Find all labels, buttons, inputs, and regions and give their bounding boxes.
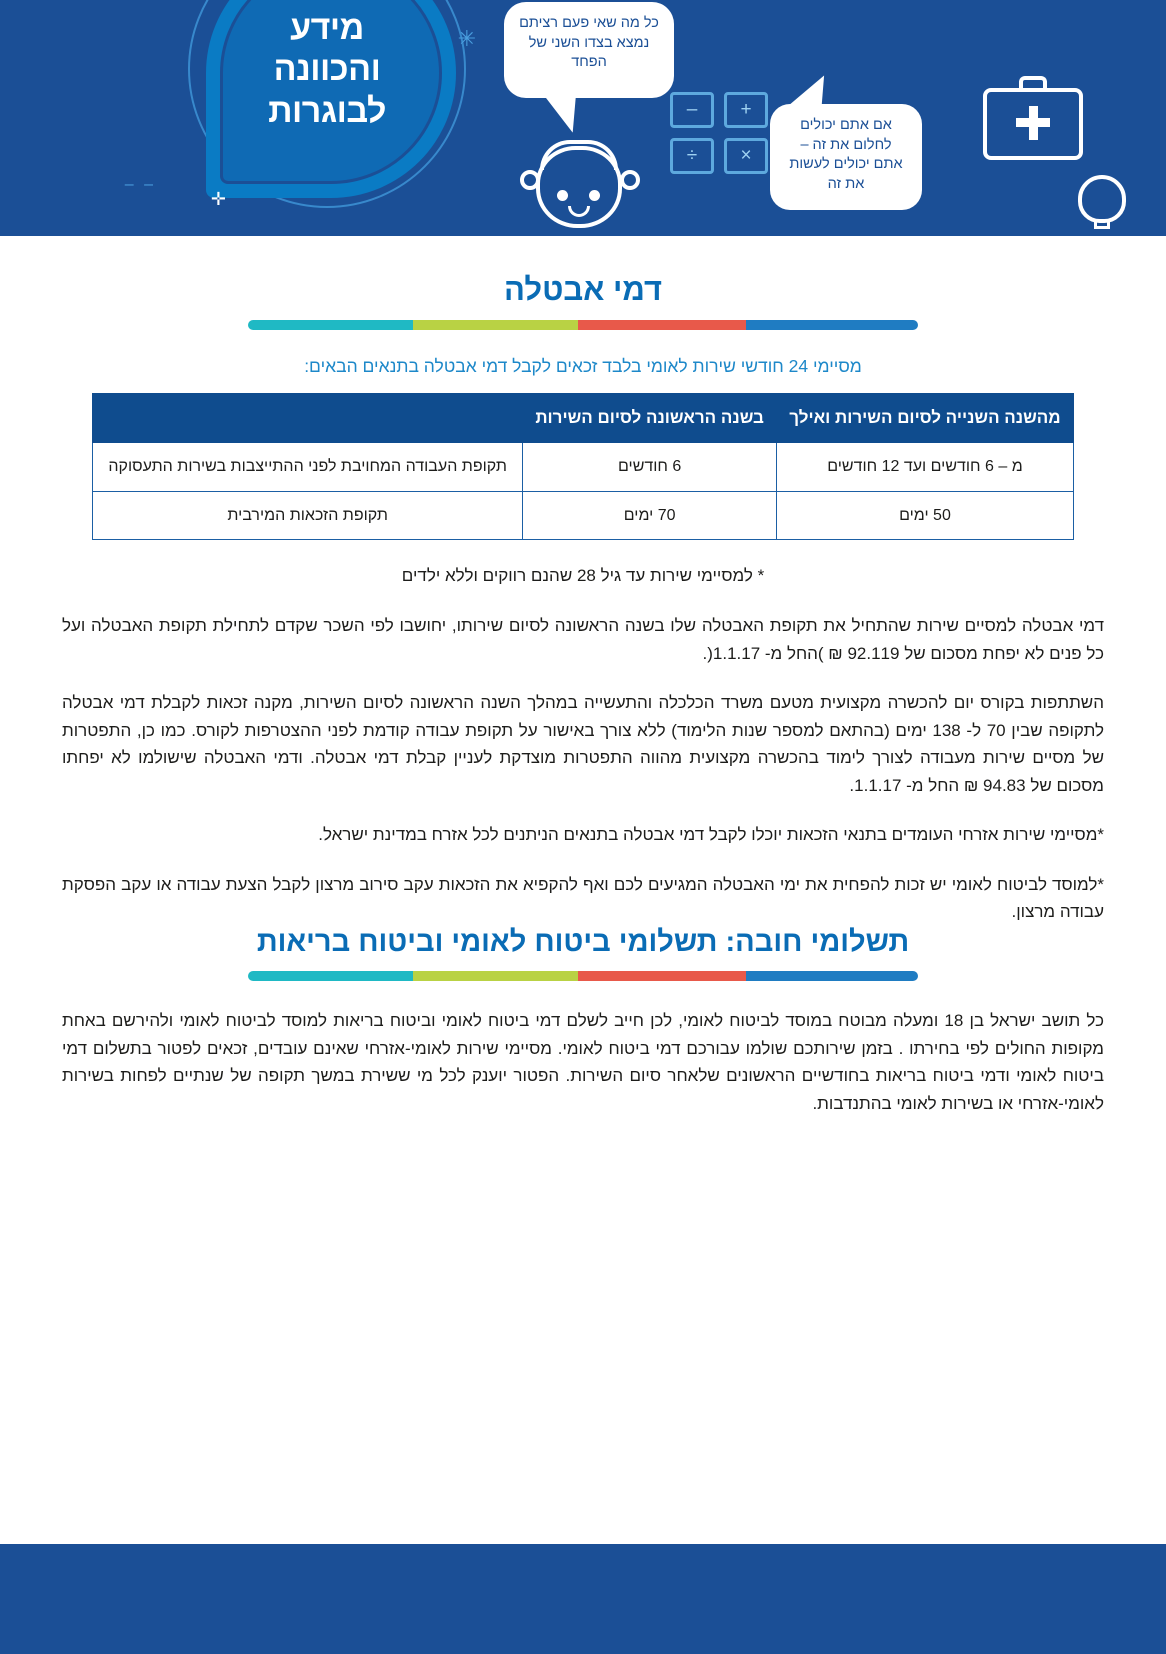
cell-required-work-second-year: מ – 6 חודשים ועד 12 חודשים [776,443,1073,492]
col-header-first-year: בשנה הראשונה לסיום השירות [523,394,777,443]
table-row [93,443,1074,492]
rule2-seg-teal [248,971,413,981]
medical-kit-handle-icon [1019,76,1047,90]
rule2-seg-red [578,971,746,981]
conditions-table [92,393,1074,540]
section-lead-text: מסיימי 24 חודשי שירות לאומי בלבד זכאים לקבל דמי אבטלה בתנאים הבאים: [304,356,862,376]
table-row [93,491,1074,540]
dashes-decoration: – – [124,176,156,193]
girl-bun-left-icon [620,170,640,190]
rule2-seg-green [413,971,578,981]
calc-key-minus: – [670,92,714,128]
conditions-table-head [93,394,1074,443]
girl-eye-left-icon [589,190,600,201]
girl-avatar-icon [520,140,640,236]
calc-key-divide: ÷ [670,138,714,174]
page-content [0,272,1166,1117]
table-footnote: * למסיימי שירות עד גיל 28 שהנם רווקים וללא ילדים [401,566,765,586]
girl-bun-right-icon [520,170,540,190]
rule-seg-red [578,320,746,330]
rule-seg-teal [248,320,413,330]
rule-seg-blue [746,320,918,330]
rule-seg-green [413,320,578,330]
paragraph-mandatory-payments: כל תושב ישראל בן 18 ומעלה מבוטח במוסד לביטוח לאומי, לכן חייב לשלם דמי ביטוח לאומי וביטוח בריאות למוסד לביטוח לאומי ולהירשם באחת מקופות החולים לפי בחירתו . בזמן שירותכם שולמו עבורכם דמי ביטוח לאומי. מסיימי שירות לאומי-אזרחי שאינם עובדים, זכאים לפטור בתשלום דמי ביטוח לאומי ודמי ביטוח בריאות בחודשיים הראשונים שלאחר סיום השירות. הפטור יוענק לכל מי ששירת במשך תקופה של שנתיים לפחות בשירות לאומי-אזרחי או בשירות לאומי בהתנדבות. [62,1010,1104,1113]
row-header-required-work-period: תקופת העבודה המחויבת לפני ההתייצבות בשירות התעסוקה [93,443,523,492]
medical-cross-icon-bar [1016,118,1050,127]
sparkle-icon-1: ✳ [457,26,476,51]
banner-title [232,8,422,132]
banner-title-line-1: מידע [290,9,364,47]
lightbulb-base-icon [1094,219,1110,229]
lightbulb-icon [1078,175,1126,223]
divider-rule-1 [248,320,918,330]
section-title-mandatory-payments: תשלומי חובה: תשלומי ביטוח לאומי וביטוח בריאות [256,925,910,958]
calc-key-plus: + [724,92,768,128]
cell-max-entitlement-first-year: 70 ימים [523,491,777,540]
quote-bubble-middle: כל מה שאי פעם רציתם נמצא בצדו השני של הפחד [504,2,674,98]
section-title-unemployment: דמי אבטלה [504,272,662,307]
girl-eye-right-icon [557,190,568,201]
divider-rule-2 [248,971,918,981]
banner-title-line-3: לבוגרות [268,91,386,130]
paragraph-civil-service-note: *מסיימי שירות אזרחי העומדים בתנאי הזכאות יוכלו לקבל דמי אבטלה בתנאים הניתנים לכל אזרח במדינת ישראל. [318,825,1104,845]
sparkle-icon-2: ✛ [210,189,226,209]
col-header-blank [93,394,523,443]
girl-hair-icon [540,140,618,170]
table-header-row [93,394,1074,443]
paragraph-professional-training-course: השתתפות בקורס יום להכשרה מקצועית מטעם משרד הכלכלה והתעשייה במהלך השנה הראשונה לסיום השירות, מקנה זכאות לקבלת דמי אבטלה לתקופה שבין 70 ל- 138 ימים (בהתאם למספר שנות הלימוד) ללא צורך באישור על תקופת עבודה קודמת לפני ההצטרפות לקורס. כמו כן, התפטרות של מסיים שירות מעבודה לצורך לימוד בהכשרה מקצועית מהווה התפטרות מוצדקת לעניין קבלת דמי אבטלה. ודמי האבטלה שישולמו לא יפחתו מסכום של 94.83 ₪ החל מ- 1.1.17. [62,693,1104,795]
banner-title-line-2: והכוונה [273,50,381,89]
cell-max-entitlement-second-year: 50 ימים [776,491,1073,540]
cell-required-work-first-year: 6 חודשים [523,443,777,492]
conditions-table-body [93,443,1074,540]
paragraph-unemployment-calculation: דמי אבטלה למסיים שירות שהתחיל את תקופת האבטלה שלו בשנה הראשונה לסיום שירותו, יחושבו לפי השכר שקדם לתחילת תקופת האבטלה ועל כל פנים לא יפחת מסכום של 92.119 ₪ )החל מ- 1.1.17(. [62,616,1104,663]
page-header-banner [0,0,1166,236]
calc-key-times: × [724,138,768,174]
row-header-max-entitlement-period: תקופת הזכאות המירבית [93,491,523,540]
footer-bar [0,1544,1166,1654]
rule2-seg-blue [746,971,918,981]
col-header-from-second-year: מהשנה השנייה לסיום השירות ואילך [776,394,1073,443]
calculator-keys-icon [658,92,768,180]
quote-bubble-left: אם אתם יכולים לחלום את זה – אתם יכולים לעשות את זה [770,104,922,210]
paragraph-national-insurance-rights-note: *למוסד לביטוח לאומי יש זכות להפחית את ימי האבטלה המגיעים לכם ואף להקפיא את הזכאות עקב סירוב מרצון לקבל הצעת עבודה או עקב הפסקת עבודה מרצון. [62,874,1104,922]
